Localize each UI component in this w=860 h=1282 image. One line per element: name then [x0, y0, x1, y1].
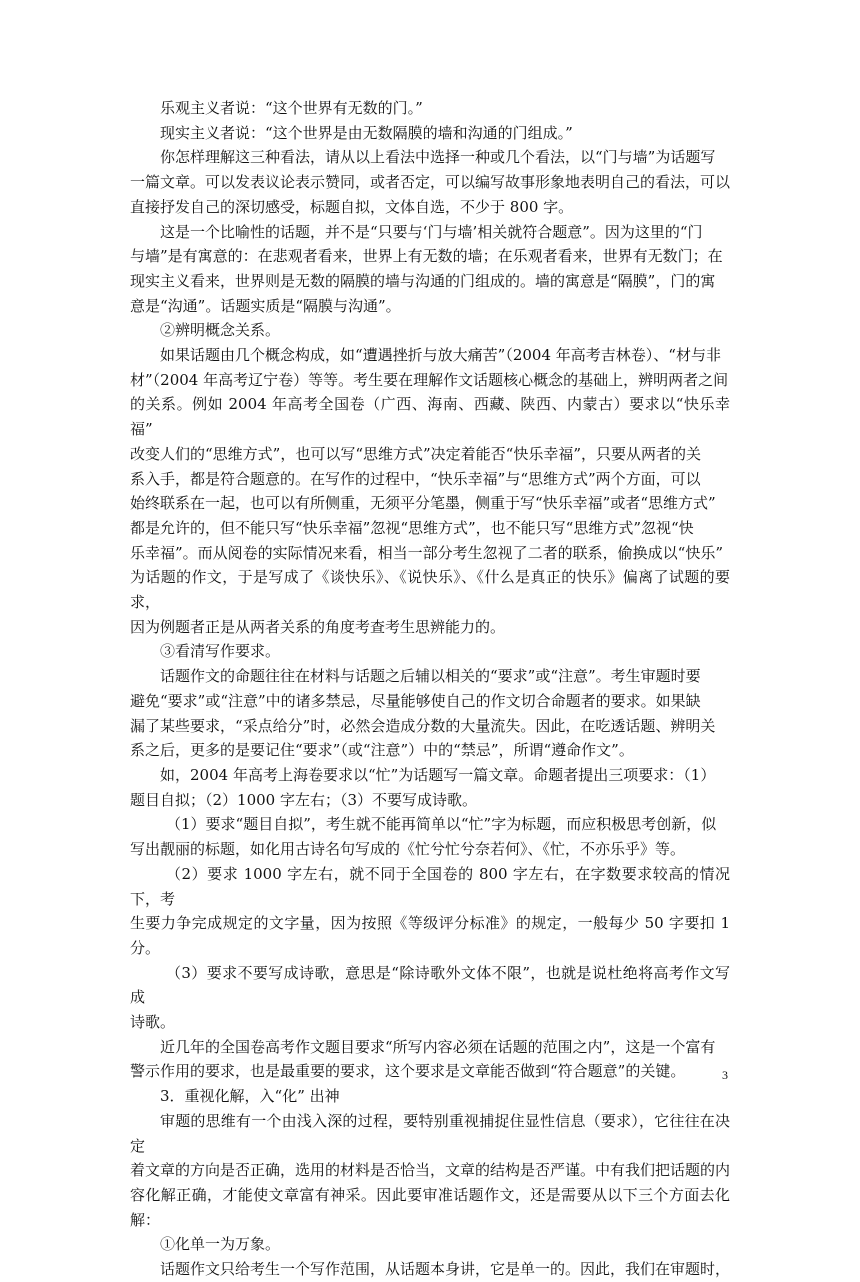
subheading-single: ①化单一为万象。	[160, 1235, 281, 1254]
list-item-requirement-1: （1）要求“题目自拟”，考生就不能再简单以“忙”字为标题，而应积极思考创新，似 写出靓丽的标题，如化用古诗名句写成的《忙兮忙兮奈若何》、《忙，不亦乐乎》等。	[130, 815, 717, 859]
section-heading-3: 3．重视化解，入“化” 出神	[160, 1087, 340, 1106]
paragraph-realist-quote: 现实主义者说：“这个世界是由无数隔膜的墙和沟通的门组成。”	[160, 123, 573, 142]
paragraph-task-prompt: 你怎样理解这三种看法，请从以上看法中选择一种或几个看法，以“门与墙”为话题写 一篇文章。可以发表议论表示赞同，或者否定，可以编写故事形象地表明自己的看法，可以 直接抒发自己的深切感受，标题自拟，文体自选，不少于 800 字。	[130, 148, 731, 216]
paragraph-single: 话题作文只给考生一个写作范围，从话题本身讲，它是单一的。因此，我们在审题时，	[160, 1260, 731, 1279]
subheading-requirements: ③看清写作要求。	[160, 642, 281, 661]
paragraph-concepts: 如果话题由几个概念构成，如“遭遇挫折与放大痛苦”（2004 年高考吉林卷）、“材与非 材”（2004 年高考辽宁卷）等等。考生要在理解作文话题核心概念的基础上，辨明两者之间 的关系。例如 2004 年高考全国卷（广西、海南、西藏、陕西、内蒙古）要求以“快乐幸福” 改变人们的“思维方式”，也可以写“思维方式”决定着能否“快乐幸福”，只要从两者的关 系入手，都是符合题意的。在写作的过程中，“快乐幸福”与“思维方式”两个方面，可以 始终联系在一起，也可以有所侧重，无须平分笔墨，侧重于写“快乐幸福”或者“思维方式” 都是允许的，但不能只写“快乐幸福”忽视“思维方式”，也不能只写“思维方式”忽视“快 乐幸福”。而从阅卷的实际情况来看，相当一部分考生忽视了二者的联系，偷换成以“快乐” 为话题的作文，于是写成了《谈快乐》、《说快乐》、《什么是真正的快乐》偏离了试题的要求， 因为例题者正是从两者关系的角度考查考生思辨能力的。	[130, 346, 730, 636]
document-body	[130, 96, 730, 1282]
list-item-requirement-3: （3）要求不要写成诗歌，意思是“除诗歌外文体不限”，也就是说杜绝将高考作文写成 诗歌。	[130, 963, 730, 1032]
paragraph-metaphor-analysis: 这是一个比喻性的话题，并不是“只要与‘门与墙’相关就符合题意”。因为这里的“门 与墙”是有寓意的：在悲观者看来，世界上有无数的墙；在乐观者看来，世界有无数门；在 现实主义看来，世界则是无数的隔膜的墙与沟通的门组成的。墙的寓意是“隔膜”，门的寓 意是“沟通”。话题实质是“隔膜与沟通”。	[130, 222, 723, 315]
paragraph-optimist-quote: 乐观主义者说：“这个世界有无数的门。”	[160, 99, 423, 117]
paragraph-shanghai-example: 如，2004 年高考上海卷要求以“忙”为话题写一篇文章。命题者提出三项要求：（1） 题目自拟；（2）1000 字左右；（3）不要写成诗歌。	[130, 765, 716, 809]
list-item-requirement-2: （2）要求 1000 字左右，就不同于全国卷的 800 字左右，在字数要求较高的情况下，考 生要力争完成规定的文字量，因为按照《等级评分标准》的规定，一般每少 50 字要扣 1 分。	[130, 864, 730, 957]
subheading-concepts: ②辨明概念关系。	[160, 321, 281, 340]
paragraph-national-trend: 近几年的全国卷高考作文题目要求“所写内容必须在话题的范围之内”，这是一个富有 警示作用的要求，也是最重要的要求，这个要求是文章能否做到“符合题意”的关键。	[130, 1037, 716, 1081]
paragraph-section-3: 审题的思维有一个由浅入深的过程，要特别重视捕捉住显性信息（要求），它往往在决定 着文章的方向是否正确，选用的材料是否恰当，文章的结构是否严谨。中有我们把话题的内 容化解正确，才能使文章富有神采。因此要审准话题作文，还是需要从以下三个方面去化解：	[130, 1111, 731, 1229]
page-number: 3	[722, 1068, 728, 1082]
paragraph-requirements: 话题作文的命题往往在材料与话题之后辅以相关的“要求”或“注意”。考生审题时要 避免“要求”或“注意”中的诸多禁忌，尽量能够使自己的作文切合命题者的要求。如果缺 漏了某些要求，“采点给分”时，必然会造成分数的大量流失。因此，在吃透话题、辨明关 系之后，更多的是要记住“要求”（或“注意”）中的“禁忌”，所谓“遵命作文”。	[130, 667, 716, 760]
